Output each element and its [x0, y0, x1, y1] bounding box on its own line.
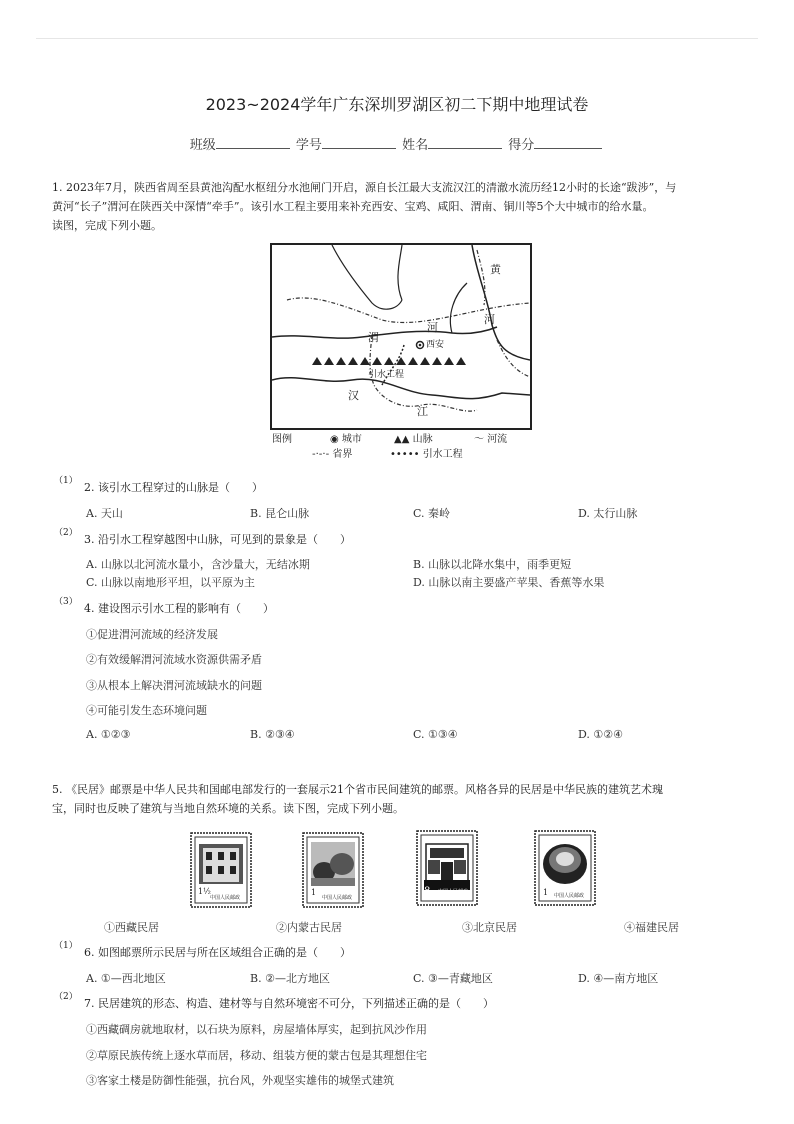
q4-statement-3: ③从根本上解决渭河流域缺水的问题: [86, 679, 262, 692]
field-id-label: 学号: [295, 138, 322, 153]
field-class-label: 班级: [189, 138, 216, 153]
map-label-han: 汉: [348, 389, 359, 402]
q3-option-b[interactable]: B. 山脉以北降水集中，雨季更短: [413, 558, 572, 571]
field-score-blank[interactable]: [534, 136, 602, 149]
field-name-blank[interactable]: [428, 136, 502, 149]
weihe-river: [272, 327, 497, 338]
legend-city: ◉ 城市: [330, 434, 362, 445]
sub-question-text: 2. 该引水工程穿过的山脉是（ ）: [84, 481, 263, 494]
sub-question-text: 3. 沿引水工程穿越图中山脉，可见到的景象是（ ）: [84, 533, 351, 546]
river-branch-2: [398, 245, 402, 300]
q6-option-c[interactable]: C. ③—青藏地区: [413, 972, 493, 985]
stamp-value: 1: [311, 888, 317, 897]
map-label-he: 河: [484, 313, 495, 326]
stamp-value: 8: [424, 886, 431, 897]
q4-option-d[interactable]: D. ①②④: [578, 728, 624, 741]
legend-title: 图例: [272, 434, 292, 445]
q4-statement-2: ②有效缓解渭河流域水资源供需矛盾: [86, 653, 262, 666]
sub-number: （2）: [54, 992, 78, 1002]
hanjiang-river: [272, 378, 530, 399]
qinling-mountains: [312, 357, 466, 365]
q2-option-b[interactable]: B. 昆仑山脉: [250, 507, 310, 520]
sub-number: （3）: [54, 597, 78, 607]
q4-statement-4: ④可能引发生态环境问题: [86, 704, 207, 717]
q6-option-a[interactable]: A. ①—西北地区: [86, 972, 166, 985]
mountain-icon: ▲▲: [394, 434, 410, 445]
province-border-2: [477, 250, 485, 305]
q1-stem-line2: 黄河“长子”渭河在陕西关中深情“牵手”。该引水工程主要用来补充西安、宝鸡、咸阳、渭南、铜川等5个大中城市的给水量。: [52, 200, 654, 213]
legend-province: -·-·- 省界: [312, 449, 353, 460]
q2-option-a[interactable]: A. 天山: [86, 507, 123, 520]
river-icon: 〜: [474, 434, 484, 445]
q5-stem-line1: 5. 《民居》邮票是中华人民共和国邮电部发行的一套展示21个省市民间建筑的邮票。风格各异的民居是中华民族的建筑艺术瑰: [52, 783, 663, 796]
sub-number: （1）: [54, 476, 78, 486]
city-icon: ◉: [330, 434, 339, 445]
stamp-country: 中国人民邮政: [554, 893, 585, 899]
field-name-label: 姓名: [402, 138, 429, 153]
stamp-tibet: [190, 832, 252, 908]
field-id-blank[interactable]: [322, 136, 396, 149]
q4-statement-1: ①促进渭河流域的经济发展: [86, 628, 218, 641]
sub-number: （2）: [54, 528, 78, 538]
yinhan-map: [270, 243, 532, 430]
field-score-label: 得分: [508, 138, 535, 153]
q1-stem-line3: 读图，完成下列小题。: [52, 219, 162, 232]
q6-option-b[interactable]: B. ②—北方地区: [250, 972, 330, 985]
sub-question-text: 6. 如图邮票所示民居与所在区域组合正确的是（ ）: [84, 946, 351, 959]
q2-option-d[interactable]: D. 太行山脉: [578, 507, 638, 520]
stamp-caption-3: ③北京民居: [462, 921, 517, 934]
stamp-caption-2: ②内蒙古民居: [276, 921, 342, 934]
stamp-beijing: [416, 830, 478, 906]
map-label-xian: 西安: [426, 340, 445, 350]
river-branch-3: [450, 283, 467, 333]
q1-stem-line1: 1. 2023年7月，陕西省周至县黄池沟配水枢纽分水池闸门开启，源自长江最大支流汉江的清澈水流历经12小时的长途“跋涉”，与: [52, 181, 677, 194]
stamp-value: 1½: [198, 887, 211, 896]
map-label-he2: 河: [427, 321, 438, 334]
stamp-country: 中国人民邮政: [438, 889, 469, 895]
field-class-blank[interactable]: [216, 136, 290, 149]
q7-statement-1: ①西藏碉房就地取材，以石块为原料，房屋墙体厚实，起到抗风沙作用: [86, 1023, 427, 1036]
q7-statement-2: ②草原民族传统上逐水草而居，移动、组装方便的蒙古包是其理想住宅: [86, 1049, 427, 1062]
map-label-huang: 黄: [490, 263, 501, 276]
stamp-value: 1: [543, 888, 549, 897]
top-divider: [36, 38, 758, 39]
sub-number: （1）: [54, 941, 78, 951]
stamp-inner-mongolia: [302, 832, 364, 908]
q6-option-d[interactable]: D. ④—南方地区: [578, 972, 659, 985]
map-label-yinshui: 引水工程: [368, 370, 405, 380]
map-label-wei: 渭: [368, 331, 379, 344]
student-info-row: [0, 134, 794, 153]
q4-option-b[interactable]: B. ②③④: [250, 728, 295, 741]
sub-question-text: 7. 民居建筑的形态、构造、建材等与自然环境密不可分，下列描述正确的是（ ）: [84, 997, 494, 1010]
project-line-icon: •••••: [390, 449, 420, 460]
province-border-icon: -·-·-: [312, 449, 330, 460]
stamp-country: 中国人民邮政: [322, 895, 353, 901]
sub-question-text: 4. 建设图示引水工程的影响有（ ）: [84, 602, 274, 615]
q3-option-c[interactable]: C. 山脉以南地形平坦，以平原为主: [86, 576, 256, 589]
river-branch-1: [332, 245, 402, 309]
q4-option-c[interactable]: C. ①③④: [413, 728, 458, 741]
stamp-caption-4: ④福建民居: [624, 921, 679, 934]
stamp-country: 中国人民邮政: [210, 895, 241, 901]
stamp-fujian: [534, 830, 596, 906]
q3-option-a[interactable]: A. 山脉以北河流水量小，含沙量大，无结冰期: [86, 558, 310, 571]
map-label-jiang: 江: [417, 405, 428, 418]
q7-statement-3: ③客家土楼是防御性能强，抗台风，外观坚实雄伟的城堡式建筑: [86, 1074, 394, 1087]
page-title: 2023~2024学年广东深圳罗湖区初二下期中地理试卷: [205, 95, 589, 114]
q3-option-d[interactable]: D. 山脉以南主要盛产苹果、香蕉等水果: [413, 576, 605, 589]
q4-option-a[interactable]: A. ①②③: [86, 728, 131, 741]
q2-option-c[interactable]: C. 秦岭: [413, 507, 451, 520]
legend-mountain: ▲▲ 山脉: [394, 434, 433, 445]
stamp-caption-1: ①西藏民居: [104, 921, 159, 934]
q5-stem-line2: 宝，同时也反映了建筑与当地自然环境的关系。读下图，完成下列小题。: [52, 802, 404, 815]
legend-project: ••••• 引水工程: [390, 449, 463, 460]
legend-river: 〜 河流: [474, 434, 508, 445]
